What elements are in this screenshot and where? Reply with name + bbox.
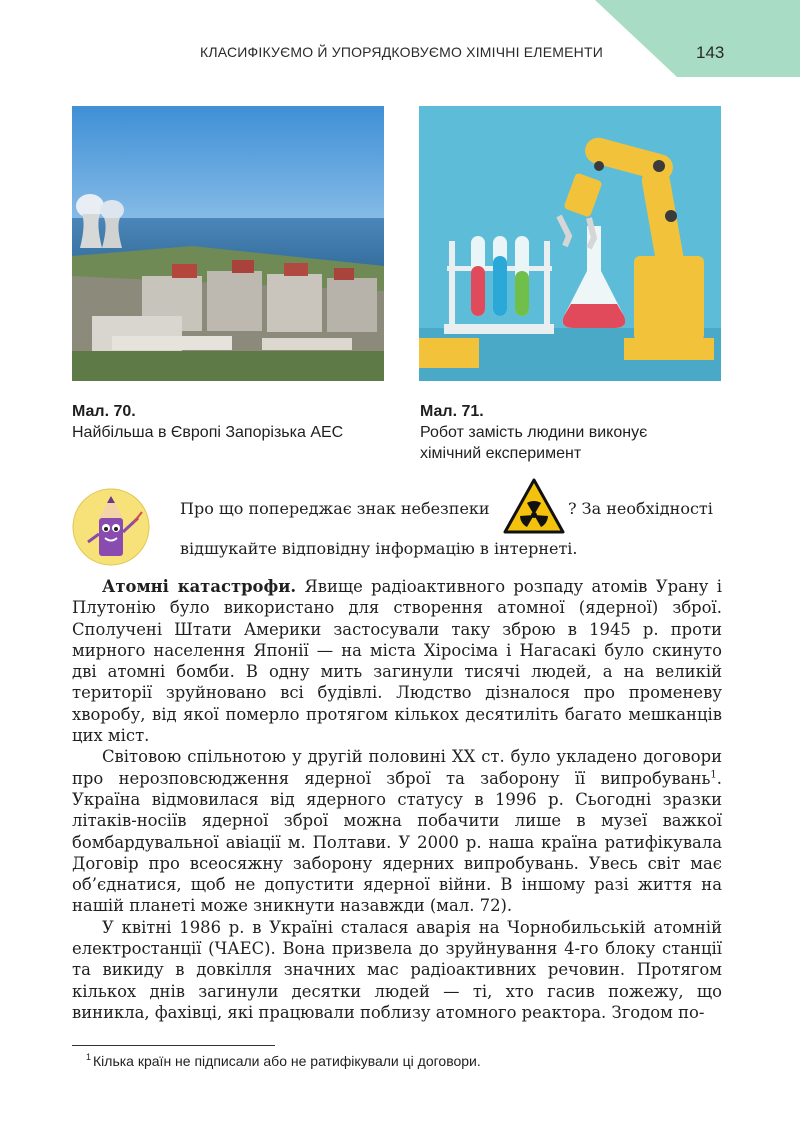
paragraph-text: Явище радіоактивного розпаду атомів Урану і Плутонію було використано для створення атомної (ядерної) зброї. Сполучені Штати Америки застосували таку зброю в 1945 р. проти мирного населення Японії — на міста Хіросіма і Нагасакі було скинуто дві атомні бомби. В одну мить загинули тисячі людей, а на великій території зруйновано всі будівлі. Людство дізналося про променеву хворобу, від якої померло протягом кількох десятиліть багато мешканців цих міст. <box>72 577 722 746</box>
main-text <box>72 576 722 1023</box>
paragraph-text: . Україна відмовилася від ядерного статусу в 1996 р. Сьогодні зразки літаків-носіїв ядерної зброї можна побачити лише в музеї важкої бомбардувальної авіації м. Полтави. У 2000 р. наша країна ратифікувала Договір про всеосяжну заборону ядерних випробувань. Увесь світ має об’єднатися, щоб не допустити ядерної війни. В іншому разі життя на нашій планеті може зникнути назавжди (мал. 72). <box>72 768 722 916</box>
footnote <box>86 1053 481 1069</box>
figure-70-number: Мал. 70. <box>72 403 136 420</box>
question-text-after: ? За необхідності <box>568 499 713 518</box>
figure-71-caption <box>420 401 647 464</box>
figure-71-caption-line: Робот замість людини виконує <box>420 424 648 441</box>
question-line-1 <box>180 499 490 518</box>
figure-70-caption <box>72 401 343 443</box>
question-text-before: Про що попереджає знак небезпеки <box>180 499 490 518</box>
figure-71-number: Мал. 71. <box>420 403 484 420</box>
header-accent-shape <box>595 0 800 77</box>
running-header-title: КЛАСИФІКУЄМО Й УПОРЯДКОВУЄМО ХІМІЧНІ ЕЛЕМЕНТИ <box>200 44 603 60</box>
pencil-mascot-icon <box>72 488 150 566</box>
paragraph-atomic-disasters <box>72 576 722 746</box>
radiation-hazard-icon <box>503 478 565 534</box>
paragraph-treaties <box>72 746 722 916</box>
page-number: 143 <box>696 43 725 62</box>
footnote-marker: 1 <box>86 1052 92 1063</box>
paragraph-text: У квітні 1986 р. в Україні сталася аварія на Чорнобильській атомній електростанції (ЧАЕС). Вона призвела до зруйнування 4-го блоку станції та викиду в довкілля значних мас радіоактивних речовин. Протягом кількох днів загинули десятки людей — ті, хто гасив пожежу, що виникла, фахівці, які працювали поблизу атомного реактора. Згодом по- <box>72 917 722 1022</box>
paragraph-chornobyl <box>72 917 722 1023</box>
figure-71-caption-line: хімічний експеримент <box>420 445 582 462</box>
figure-71-illustration <box>419 106 721 381</box>
question-line-1-end <box>568 499 713 518</box>
footnote-reference: 1 <box>710 769 717 781</box>
paragraph-lead: Атомні катастрофи. <box>102 577 297 596</box>
footnote-divider <box>72 1045 275 1046</box>
figure-70-photo <box>72 106 384 381</box>
figure-70-caption-line: Найбільша в Європі Запорізька АЕС <box>72 424 344 441</box>
paragraph-text: Світовою спільнотою у другій половині XX ст. було укладено договори про нерозповсюдження ядерної зброї та заборону її випробувань <box>72 747 722 788</box>
question-line-2: відшукайте відповідну інформацію в інтернеті. <box>180 539 578 558</box>
footnote-text: Кілька країн не підписали або не ратифікували ці договори. <box>93 1053 481 1069</box>
